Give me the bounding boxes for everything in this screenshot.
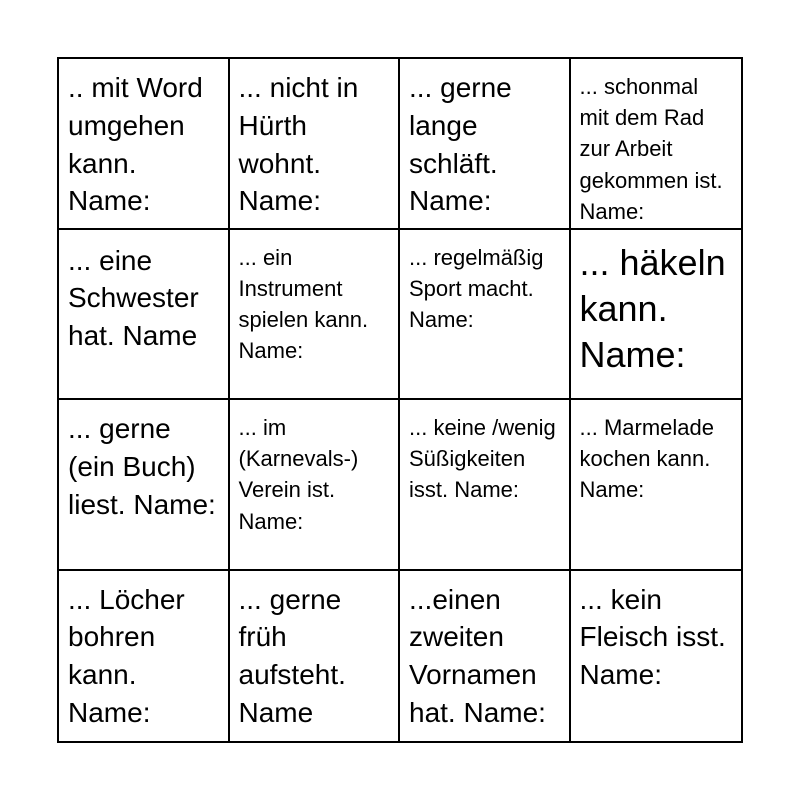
bingo-cell: ... gerne (ein Buch) liest. Name: (59, 400, 230, 571)
bingo-cell: ... häkeln kann. Name: (571, 230, 742, 401)
bingo-cell: ... schonmal mit dem Rad zur Arbeit gekommen ist. Name: (571, 59, 742, 230)
bingo-cell: ... keine /wenig Süßigkeiten isst. Name: (400, 400, 571, 571)
bingo-cell: ...einen zweiten Vornamen hat. Name: (400, 571, 571, 742)
bingo-cell: ... im (Karnevals-) Verein ist. Name: (230, 400, 401, 571)
bingo-cell: ... gerne früh aufsteht. Name (230, 571, 401, 742)
bingo-cell: ... kein Fleisch isst. Name: (579, 583, 726, 691)
bingo-grid (57, 57, 743, 743)
bingo-cell: ... gerne lange schläft. Name: (400, 59, 571, 230)
bingo-cell: ... regelmäßig Sport macht. Name: (400, 230, 571, 401)
bingo-cell: ... Marmelade kochen kann. Name: (571, 400, 742, 571)
bingo-cell: ... Löcher bohren kann. Name: (59, 571, 230, 742)
bingo-cell: .. mit Word umgehen kann. Name: (59, 59, 230, 230)
bingo-cell: ... nicht in Hürth wohnt. Name: (230, 59, 401, 230)
bingo-cell: ... eine Schwester hat. Name (59, 230, 230, 401)
bingo-cell: ... ein Instrument spielen kann. Name: (230, 230, 401, 401)
